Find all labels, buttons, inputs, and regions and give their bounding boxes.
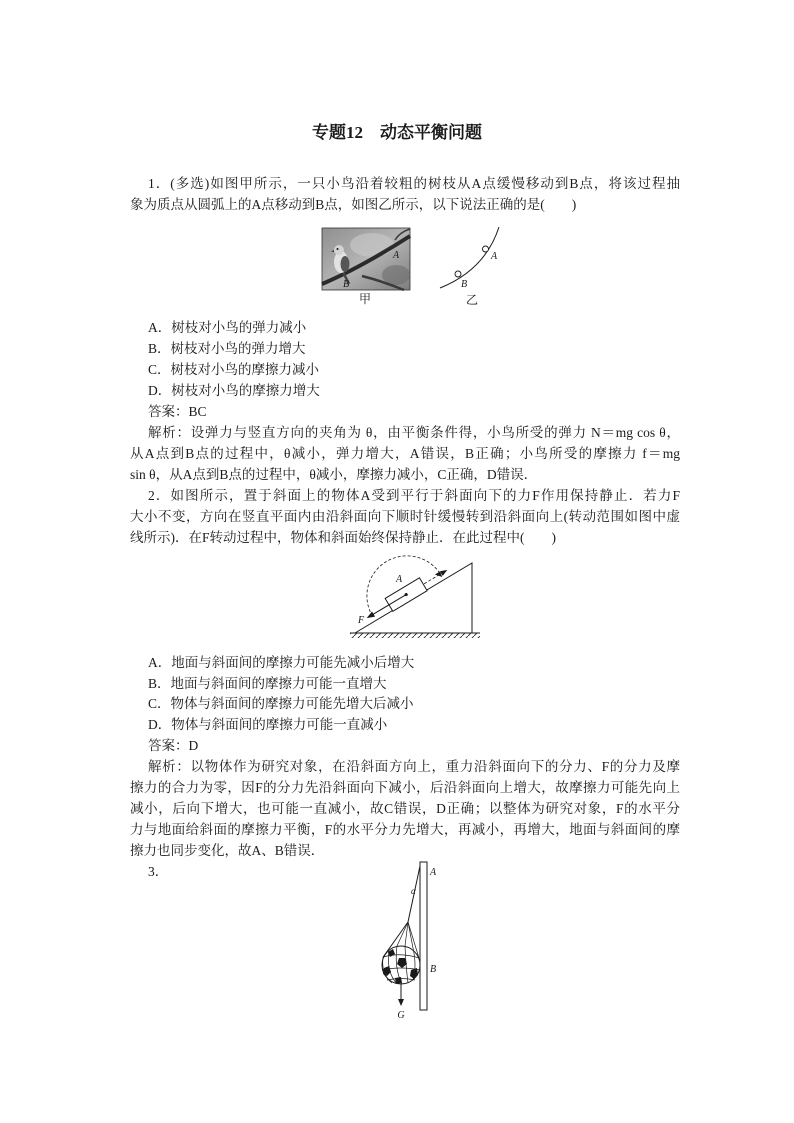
caption-jia: 甲 — [358, 292, 372, 306]
bird-head — [334, 245, 344, 255]
q2-analysis-line-5: 擦力也同步变化，故A、B错误． — [130, 843, 325, 858]
q1-option-b: B．树枝对小鸟的弹力增大 — [148, 341, 306, 356]
q2-stem-line-1: 2．如图所示，置于斜面上的物体A受到平行于斜面向下的力F作用保持静止．若力F — [148, 488, 680, 503]
photo-highlight — [350, 233, 394, 257]
wall-label-b: B — [430, 964, 437, 975]
q1-analysis-line-1: 解析：设弹力与竖直方向的夹角为 θ，由平衡条件得，小鸟所受的弹力 N＝mg cos θ， — [148, 425, 680, 440]
q2-incline-figure — [340, 550, 490, 645]
wall — [420, 862, 427, 1010]
arc-label-a: A — [491, 251, 498, 262]
bird-wing — [341, 256, 350, 272]
q3-stem: 3． — [148, 864, 169, 879]
q3-ball-figure — [370, 855, 450, 1025]
caption-yi: 乙 — [465, 293, 479, 307]
q1-option-d: D．树枝对小鸟的摩擦力增大 — [148, 383, 320, 398]
page-title: 专题12 动态平衡问题 — [312, 123, 482, 142]
angle-label-alpha: α — [411, 886, 416, 896]
q1-option-c: C．树枝对小鸟的摩擦力减小 — [148, 362, 320, 377]
q2-option-b: B．地面与斜面间的摩擦力可能一直增大 — [148, 676, 387, 691]
arc-diagram — [440, 227, 499, 290]
q1-stem-line-1: 1．(多选)如图甲所示，一只小鸟沿着较粗的树枝从A点缓慢移动到B点，将该过程抽 — [148, 176, 680, 191]
point-b-marker — [455, 271, 461, 277]
bird-eye — [337, 248, 339, 250]
q1-analysis-line-2: 从A点到B点的过程中，θ减小，弹力增大，A错误，B正确；小鸟所受的摩擦力 f＝mg — [130, 446, 680, 461]
q2-analysis-line-4: 力与地面给斜面的摩擦力平衡，F的水平分力先增大，再减小，再增大，地面与斜面间的摩 — [130, 822, 680, 837]
gravity-label-g: G — [397, 1010, 405, 1021]
q2-stem-line-3: 线所示)．在F转动过程中，物体和斜面始终保持静止．在此过程中( ) — [130, 530, 556, 545]
q2-analysis-line-3: 减小，后向下增大，也可能一直减小，故C错误，D正确；以整体为研究对象，F的水平分 — [130, 801, 680, 816]
q1-option-a: A．树枝对小鸟的弹力减小 — [148, 320, 307, 335]
point-a-marker — [483, 246, 489, 252]
q2-analysis-line-2: 擦力的合力为零，因F的分力先沿斜面向下减小，后沿斜面向上增大，故摩擦力可能先向上 — [130, 780, 680, 795]
photo-label-a: A — [393, 250, 400, 261]
wall-label-a: A — [430, 867, 437, 878]
q2-option-c: C．物体与斜面间的摩擦力可能先增大后减小 — [148, 696, 414, 711]
q2-stem-line-2: 大小不变，方向在竖直平面内由沿斜面向下顺时针缓慢转到沿斜面向上(转动范围如图中虚 — [130, 509, 680, 524]
q2-option-a: A．地面与斜面间的摩擦力可能先减小后增大 — [148, 655, 415, 670]
q1-stem-line-2: 象为质点从圆弧上的A点移动到B点，如图乙所示，以下说法正确的是( ) — [130, 197, 577, 212]
q2-answer: 答案：D — [148, 738, 199, 753]
q1-figure — [315, 220, 515, 310]
q2-option-d: D．物体与斜面间的摩擦力可能一直减小 — [148, 717, 388, 732]
force-f-arrowhead — [365, 612, 375, 621]
bird-photo — [322, 228, 410, 290]
block-label-a: A — [396, 574, 403, 585]
q2-analysis-line-1: 解析：以物体作为研究对象，在沿斜面方向上，重力沿斜面向下的分力、F的分力及摩 — [148, 759, 680, 774]
q1-answer: 答案：BC — [148, 404, 207, 419]
ground-hatching — [350, 633, 480, 638]
q1-analysis-line-3: sin θ，从A点到B点的过程中，θ减小，摩擦力减小，C正确，D错误． — [130, 467, 538, 482]
arc-label-b: B — [461, 279, 468, 290]
photo-label-b: B — [343, 279, 350, 290]
gravity-arrowhead — [398, 999, 404, 1006]
force-label-f: F — [358, 615, 365, 626]
